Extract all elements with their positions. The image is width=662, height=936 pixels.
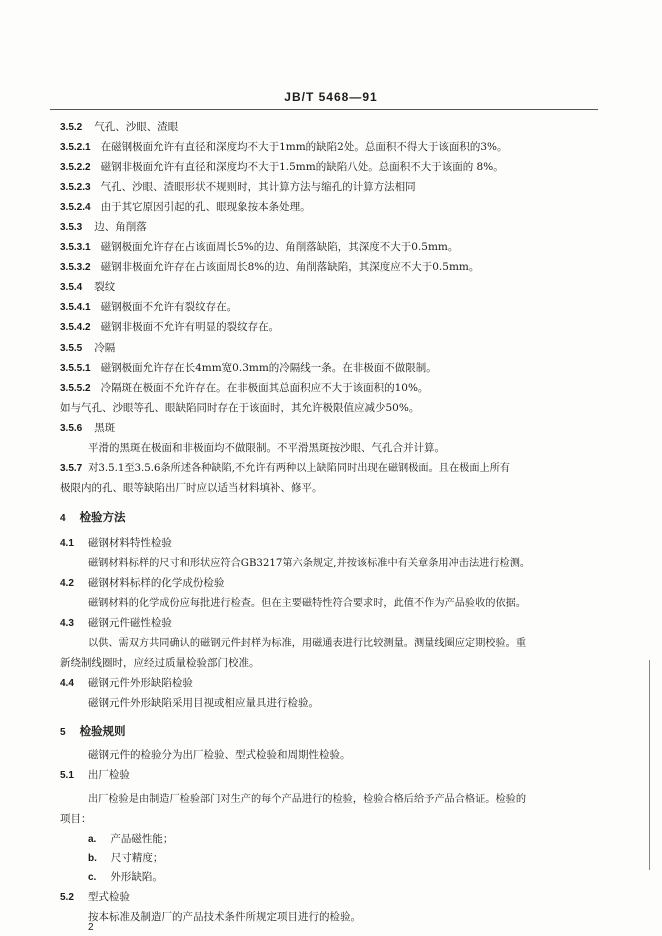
clause-4-2-body: 磁钢材料的化学成份应每批进行检查。但在主要磁特性符合要求时，此值不作为产品验收的依据。	[88, 598, 527, 609]
clause-4-1-body: 磁钢材料标样的尺寸和形状应符合GB3217第六条规定,并按该标准中有关章条用冲击法进行检测。	[88, 558, 531, 569]
list-item-b: b. 尺寸精度；	[88, 852, 164, 864]
section-4-heading: 4 检验方法	[60, 510, 126, 524]
heading-4-3: 4.3 磁钢元件磁性检验	[60, 617, 172, 629]
clause-5-1-body: 出厂检验是由制造厂检验部门对生产的每个产品进行的检验，检验合格后给予产品合格证。检验的	[88, 794, 527, 805]
heading-3-5-3: 3.5.3 边、角削落	[60, 221, 147, 233]
clause-3-5-4-2: 3.5.4.2 磁钢非极面不允许有明显的裂纹存在。	[60, 321, 280, 333]
list-item-a: a. 产品磁性能；	[88, 833, 174, 845]
clause-3-5-6-body: 平滑的黑斑在极面和非极面均不做限制。不平滑黑斑按沙眼、气孔合并计算。	[88, 442, 445, 454]
clause-4-4-body: 磁钢元件外形缺陷采用目视或相应量具进行检验。	[88, 697, 319, 709]
heading-4-2: 4.2 磁钢材料标样的化学成份检验	[60, 577, 225, 589]
clause-3-5-2-3: 3.5.2.3 气孔、沙眼、渣眼形状不规则时，其计算方法与缩孔的计算方法相同	[60, 181, 416, 193]
clause-3-5-2-4: 3.5.2.4 由于其它原因引起的孔、眼现象按本条处理。	[60, 201, 311, 213]
clause-3-5-7: 3.5.7 对3.5.1至3.5.6条所述各种缺陷,不允许有两种以上缺陷同时出现在磁钢极面。且在极面上所有	[60, 463, 511, 474]
list-item-c: c. 外形缺陷。	[88, 871, 163, 883]
section-5-heading: 5 检验规则	[60, 724, 126, 738]
clause-5-2-body: 按本标准及制造厂的产品技术条件所规定项目进行的检验。	[88, 911, 361, 923]
heading-4-4: 4.4 磁钢元件外形缺陷检验	[60, 677, 193, 689]
clause-3-5-2-2: 3.5.2.2 磁钢非极面允许有直径和深度均不大于1.5mm的缺陷八处。总面积不大于该面的 8%。	[60, 161, 504, 173]
clause-4-3-cont: 新绕制线圈时，应经过质量检验部门校准。	[60, 657, 260, 669]
clause-3-5-3-2: 3.5.3.2 磁钢非极面允许存在占该面周长8%的边、角削落缺陷，其深度应不大于0.5mm。	[60, 261, 480, 273]
heading-4-1: 4.1 磁钢材料特性检验	[60, 537, 172, 549]
header-rule	[50, 109, 598, 110]
scan-artifact-line	[649, 660, 650, 870]
clause-3-5-2-1: 3.5.2.1 在磁钢极面允许有直径和深度均不大于1mm的缺陷2处。总面积不得大于该面积的3%。	[60, 141, 508, 153]
heading-5-1: 5.1 出厂检验	[60, 769, 130, 781]
heading-5-2: 5.2 型式检验	[60, 891, 130, 903]
heading-3-5-4: 3.5.4 裂纹	[60, 281, 116, 293]
clause-3-5-3-1: 3.5.3.1 磁钢极面允许存在占该面周长5%的边、角削落缺陷，其深度不大于0.5mm。	[60, 241, 459, 253]
heading-3-5-6: 3.5.6 黑斑	[60, 422, 116, 434]
clause-5-intro: 磁钢元件的检验分为出厂检验、型式检验和周期性检验。	[88, 749, 351, 761]
clause-4-3-body: 以供、需双方共同确认的磁钢元件封样为标准，用磁通表进行比较测量。测量线圈应定期校验。重	[88, 638, 527, 649]
clause-5-1-cont: 项目：	[60, 813, 92, 825]
clause-3-5-5-2: 3.5.5.2 冷隔斑在极面不允许存在。在非极面其总面积应不大于该面积的10%。	[60, 382, 429, 394]
heading-3-5-5: 3.5.5 冷隔	[60, 342, 116, 354]
clause-3-5-4-1: 3.5.4.1 磁钢极面不允许有裂纹存在。	[60, 301, 238, 313]
clause-3-5-5-1: 3.5.5.1 磁钢极面允许存在长4mm宽0.3mm的冷隔线一条。在非极面不做限制。	[60, 362, 437, 374]
clause-3-5-5-2-note: 如与气孔、沙眼等孔、眼缺陷同时存在于该面时，其允许极限值应减少50%。	[60, 402, 420, 414]
page-header: JB/T 5468—91	[284, 90, 378, 104]
page-number: 2	[88, 922, 94, 933]
heading-3-5-2: 3.5.2 气孔、沙眼、渣眼	[60, 121, 179, 133]
clause-3-5-7-cont: 极限内的孔、眼等缺陷出厂时应以适当材料填补、修平。	[60, 482, 323, 494]
